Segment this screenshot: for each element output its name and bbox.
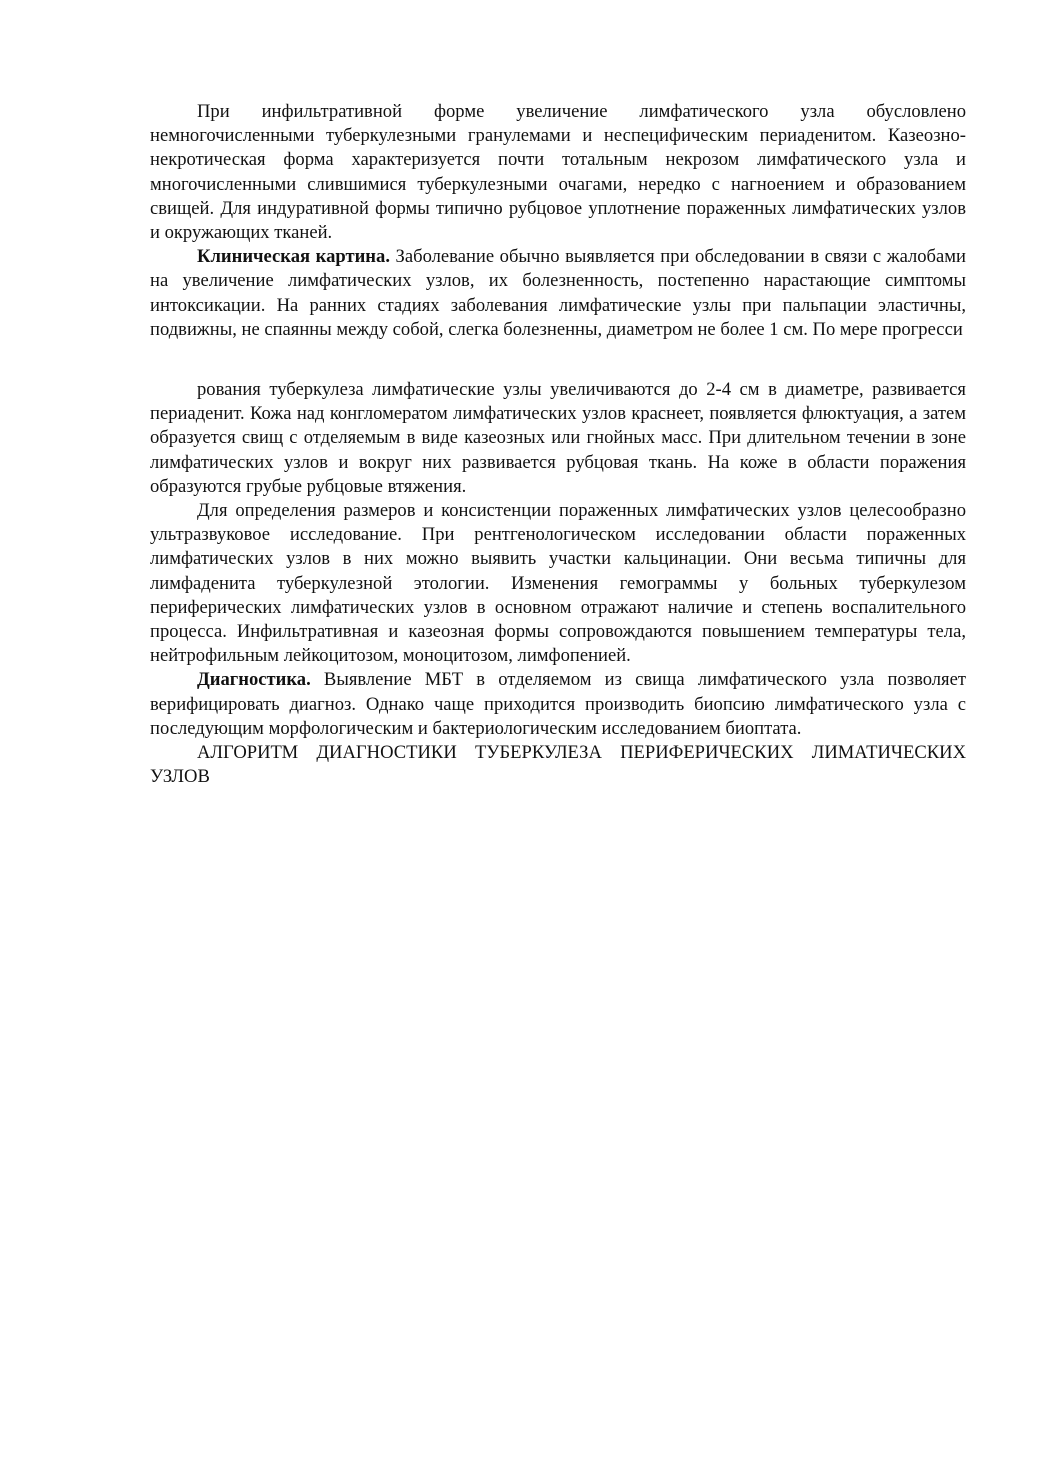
clinical-picture-heading: Клиническая картина. [197, 246, 390, 268]
diagnostics-text: Выявление МБТ в отделяемом из свища лимфатического узла позволяет верифицировать диагноз. Однако чаще приходится производить биопсию лимфатического узла с последующим морфологическим и бактериологическим исследованием биоптата. [150, 669, 966, 739]
algorithm-heading: АЛГОРИТМ ДИАГНОСТИКИ ТУБЕРКУЛЕЗА ПЕРИФЕРИЧЕСКИХ ЛИМАТИЧЕСКИХ УЗЛОВ [150, 742, 966, 788]
paragraph-diagnostics [150, 668, 966, 741]
paragraph-infiltrative-form: При инфильтративной форме увеличение лимфатического узла обусловлено немногочисленными туберкулезными гранулемами и неспецифическим периаденитом. Казеозно-некротическая форма характеризуется почти тотальным некрозом лимфатического узла и многочисленными слившимися туберкулезными очагами, нередко с нагноением и образованием свищей. Для индуративной формы типично рубцовое уплотнение пораженных лимфатических узлов и окружающих тканей. [150, 101, 966, 244]
paragraph-progression: рования туберкулеза лимфатические узлы увеличиваются до 2-4 см в диаметре, развивается периаденит. Кожа над конгломератом лимфатических узлов краснеет, появляется флюктуация, а затем образуется свищ с отделяемым в виде казеозных или гнойных масс. При длительном течении в зоне лимфатических узлов и вокруг них развивается рубцовая ткань. На коже в области поражения образуются грубые рубцовые втяжения. [150, 379, 966, 497]
paragraph-clinical-picture [150, 245, 966, 342]
document-page [150, 100, 966, 789]
paragraph-ultrasound: Для определения размеров и консистенции пораженных лимфатических узлов целесообразно ультразвуковое исследование. При рентгенологическом исследовании области пораженных лимфатических узлов в них можно выявить участки кальцинации. Они весьма типичны для лимфаденита туберкулезной этологии. Изменения гемограммы у больных туберкулезом периферических лимфатических узлов в основном отражают наличие и степень воспалительного процесса. Инфильтративная и казеозная формы сопровождаются повышением температуры тела, нейтрофильным лейкоцитозом, моноцитозом, лимфопенией. [150, 500, 966, 667]
clinical-picture-text: Заболевание обычно выявляется при обследовании в связи с жалобами на увеличение лимфатических узлов, их болезненность, постепенно нарастающие симптомы интоксикации. На ранних стадиях заболевания лимфатические узлы при пальпации эластичны, подвижны, не спаянны между собой, слегка болезненны, диаметром не более 1 см. По мере прогресси [150, 246, 966, 340]
diagnostics-heading: Диагностика. [197, 669, 311, 691]
page-break-gap [150, 342, 966, 378]
